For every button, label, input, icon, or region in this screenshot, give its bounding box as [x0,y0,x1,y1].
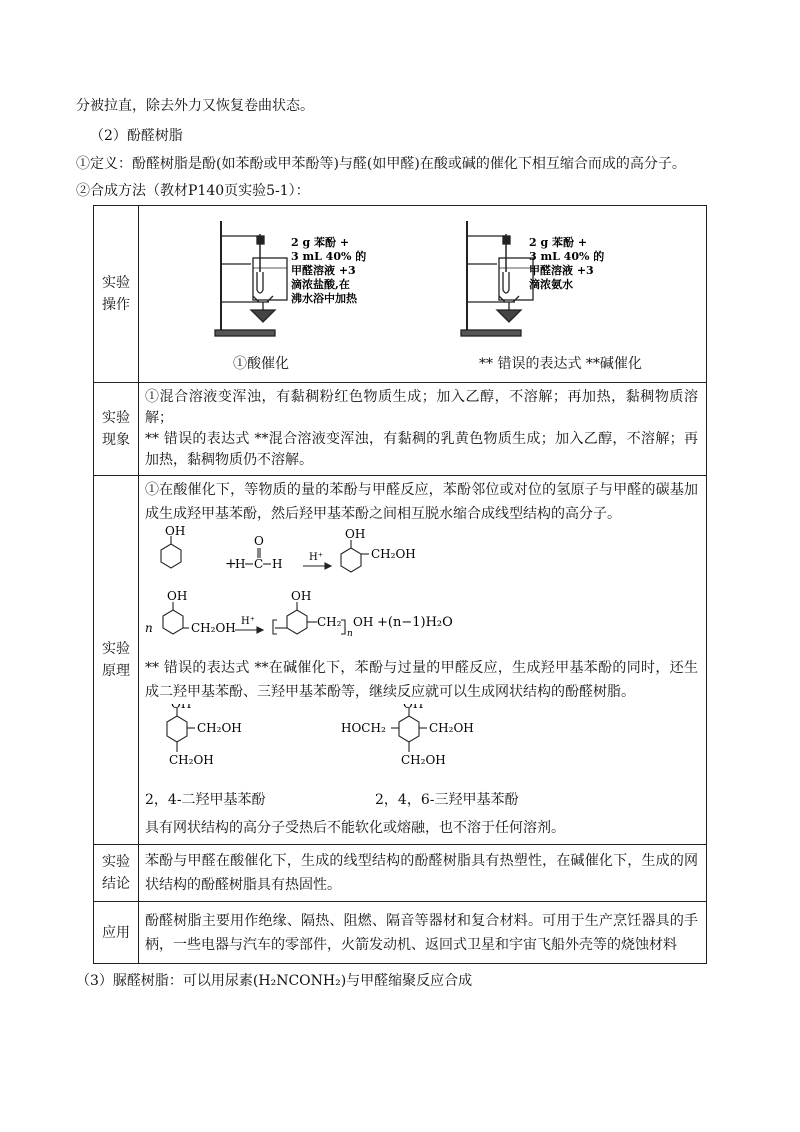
equation-2 [145,590,565,648]
s1-name: 2，4-二羟甲基苯酚 [145,792,266,808]
s2-hoch2: HOCH₂ [341,721,386,735]
eq1-c: C [254,557,264,571]
right-note-4: 滴浓氨水 [529,278,573,291]
eq1-o: O [254,534,264,548]
row-label-line1: 实验 [102,275,130,291]
row-label-line2: 原理 [102,663,130,679]
benzene-ring-icon [167,716,187,742]
table-row-phenomenon [94,383,707,476]
eq2-n: n [145,621,153,635]
row-label-principle [94,476,139,845]
row-label-conclusion [94,845,139,902]
table-row-application [94,902,707,964]
row-label-operation [94,206,139,383]
row-label-line1: 实验 [102,410,130,426]
caption-acid-catalysis: ①酸催化 [233,356,289,372]
phenomenon-base: ** 错误的表达式 **混合溶液变浑浊，有黏稠的乳黄色物质生成；加入乙醇，不溶解；再加热，黏稠物质仍不溶解。 [145,431,698,468]
experiment-table [93,205,707,964]
application-cell [139,902,707,964]
s2-oh: OH [403,704,424,711]
benzene-ring-icon [161,544,181,568]
row-label-line1: 实验 [102,854,130,870]
operation-cell [139,206,707,383]
left-note-2: 3 mL 40% 的 [291,250,367,263]
table-row-conclusion [94,845,707,902]
table-row-operation [94,206,707,383]
eq1-product-oh: OH [345,527,366,541]
eq1-h1: H [235,557,246,571]
phenomenon-acid: ①混合溶液变浑浊，有黏稠粉红色物质生成；加入乙醇，不溶解；再加热，黏稠物质溶解； [145,389,698,426]
table-row-principle [94,476,707,845]
application-text: 酚醛树脂主要用作绝缘、隔热、阻燃、隔音等器材和复合材料。可用于生产烹饪器具的手柄，一些电器与汽车的零部件，火箭发动机、返回式卫星和宇宙飞船外壳等的烧蚀材料 [145,912,698,953]
eq2-poly-oh: OH [291,590,312,603]
conclusion-text: 苯酚与甲醛在酸催化下，生成的线型结构的酚醛树脂具有热塑性，在碱催化下，生成的网状结构的酚醛树脂具有热固性。 [145,853,698,893]
eq2-oh: OH [167,590,188,603]
eq2-poly-n: n [347,629,353,639]
eq2-ch2oh: CH₂OH [191,621,236,635]
left-note-3: 甲醛溶液 +3 [291,264,356,277]
apparatus-figures [139,206,706,382]
principle-network-text: 具有网状结构的高分子受热后不能软化或熔融，也不溶于任何溶剂。 [145,820,565,836]
s2-name: 2，4，6-三羟甲基苯酚 [375,792,519,808]
principle-acid-text: ①在酸催化下，等物质的量的苯酚与甲醛反应，苯酚邻位或对位的氢原子与甲醛的碳基加成生成羟甲基苯酚，然后羟甲基苯酚之间相互脱水缩合成线型结构的高分子。 [145,482,698,522]
eq1-plus: + [225,556,237,572]
right-note-2: 3 mL 40% 的 [529,250,605,263]
urea-resin-text: （3）脲醛树脂：可以用尿素(H₂NCONH₂)与甲醛缩聚反应合成 [76,973,473,989]
eq1-catalyst: H⁺ [309,552,323,563]
row-label-line1: 实验 [102,641,130,657]
row-label-line1: 应用 [102,924,130,941]
phenomenon-cell [139,383,707,476]
caption-base-catalysis: ** 错误的表达式 **碱催化 [479,356,642,372]
right-note-1: 2 g 苯酚 + [529,236,588,249]
principle-base-text: ** 错误的表达式 **在碱催化下，苯酚与过量的甲醛反应，生成羟甲基苯酚的同时，还生成二羟甲基苯酚、三羟甲基苯酚等，继续反应就可以生成网状结构的酚醛树脂。 [145,660,698,700]
definition-text: ①定义：酚醛树脂是酚(如苯酚或甲苯酚等)与醛(如甲醛)在酸或碱的催化下相互缩合而成的高分子。 [76,156,686,172]
benzene-ring-icon [287,610,307,634]
row-label-application [94,902,139,964]
row-label-phenomenon [94,383,139,476]
structures [145,704,565,780]
right-apparatus-icon [461,221,533,336]
row-label-line2: 操作 [102,297,130,313]
eq1-product-ch2oh: CH₂OH [371,547,416,561]
conclusion-cell [139,845,707,902]
eq2-water: +(n−1)H₂O [377,615,453,630]
section-heading-phenolic-resin: （2）酚醛树脂 [90,128,183,144]
left-note-1: 2 g 苯酚 + [291,236,350,249]
eq2-catalyst: H⁺ [241,616,255,627]
eq1-oh: OH [165,526,186,538]
s1-ch2oh-a: CH₂OH [197,721,242,735]
eq1-h2: H [272,557,283,571]
s2-ch2oh-a: CH₂OH [429,721,474,735]
structure-names [145,788,698,812]
equation-1 [145,526,565,582]
row-label-line2: 现象 [102,432,130,448]
eq2-poly-ch2: CH₂ [317,615,342,629]
row-label-line2: 结论 [102,876,130,892]
right-note-3: 甲醛溶液 +3 [529,264,594,277]
left-apparatus-icon [215,221,287,336]
s1-oh: OH [171,704,192,711]
left-note-4: 滴浓盐酸,在 [291,278,350,291]
s2-ch2oh-b: CH₂OH [401,753,446,767]
left-note-5: 沸水浴中加热 [291,292,357,305]
s1-ch2oh-b: CH₂OH [169,753,214,767]
synthesis-method-text: ②合成方法（教材P140页实验5-1）： [76,183,310,199]
benzene-ring-icon [399,716,419,742]
benzene-ring-icon [163,610,183,634]
eq2-poly-oh-end: OH [353,615,374,629]
continuation-text: 分被拉直，除去外力又恢复卷曲状态。 [76,98,314,114]
benzene-ring-icon [341,548,361,572]
principle-cell [139,476,707,845]
